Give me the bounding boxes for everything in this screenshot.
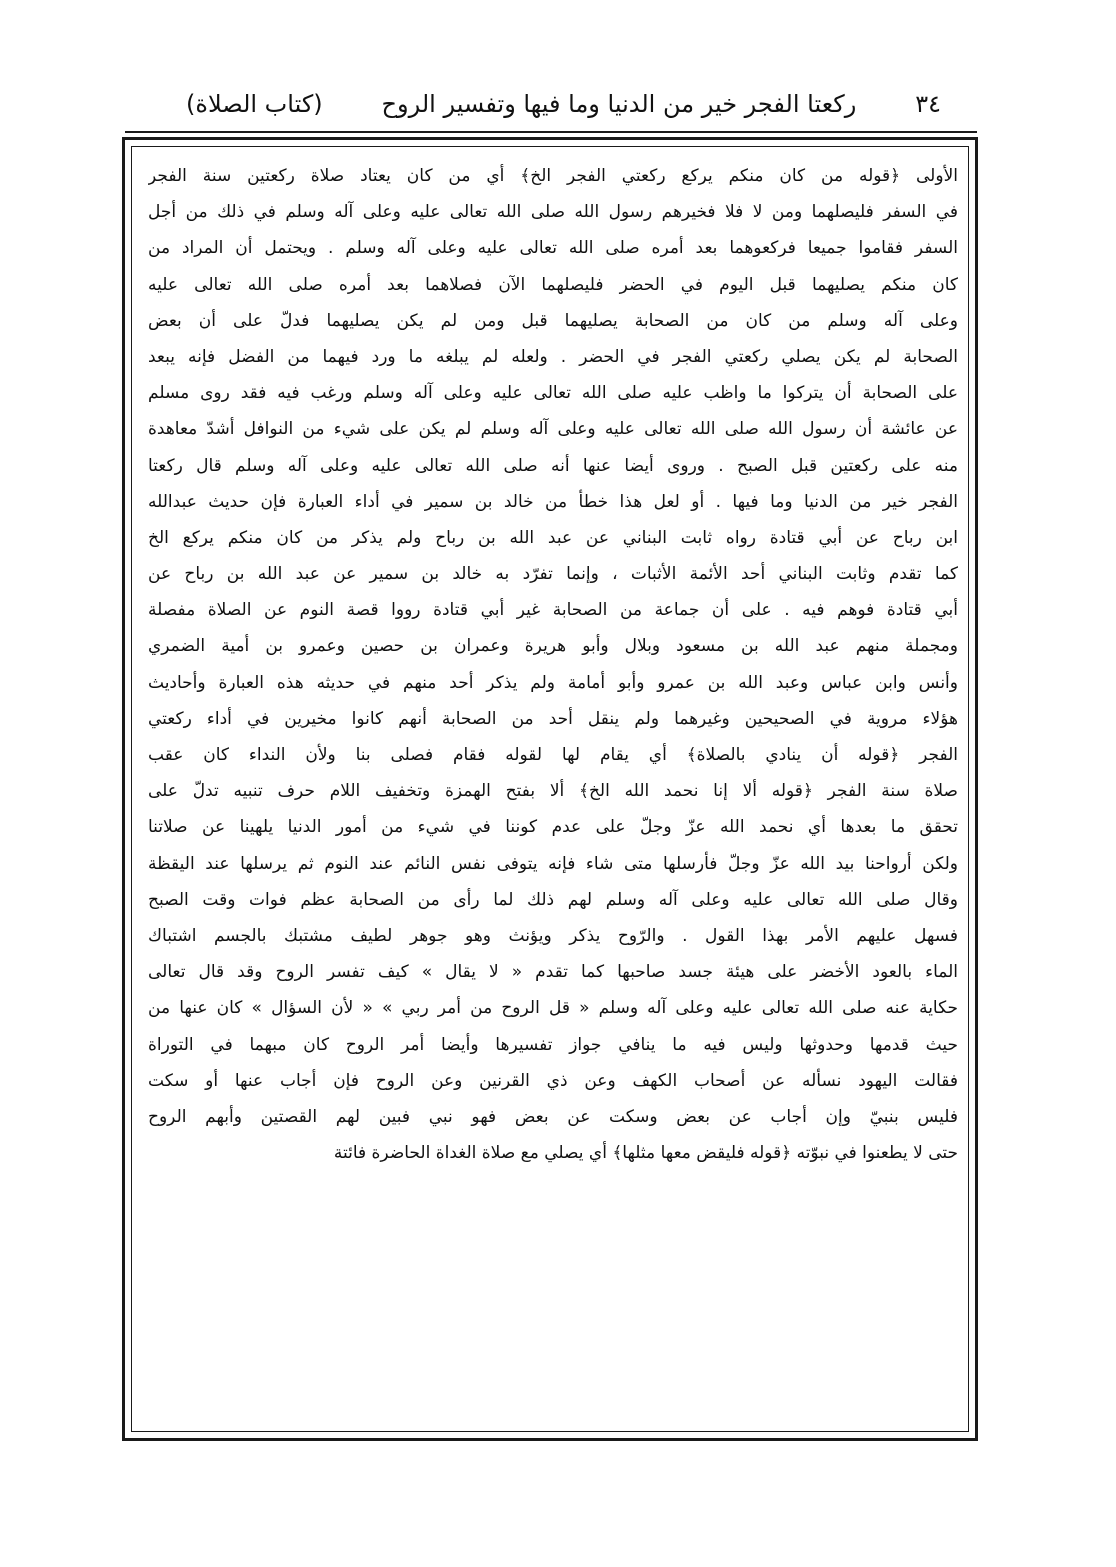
text-line: الفجر ﴿قوله أن ينادي بالصلاة﴾ أي يقام لها لقوله فقام فصلى بنا ولأن النداء كان عقب [148,745,958,765]
text-line: السفر فقاموا جميعا فركعوهما بعد أمره صلى الله تعالى عليه وعلى آله وسلم . ويحتمل أن المراد من [148,238,958,259]
running-title: ركعتا الفجر خير من الدنيا وما فيها وتفسير الروح [381,90,857,118]
text-line: وعلى آله وسلم من كان من الصحابة يصليهما قبل ومن لم يكن يصليهما فدلّ على أن بعض [148,310,958,331]
text-line: حيث قدمها وحدوثها وليس فيه ما ينافي جواز تفسيرها وأيضا أمر الروح كان مبهما في التوراة [148,1034,958,1055]
text-line: على الصحابة أن يتركوا ما واظب عليه صلى الله تعالى عليه وعلى آله وسلم ورغب فيه فقد روى مسلم [148,383,958,404]
text-line: ولكن أرواحنا بيد الله عزّ وجلّ فأرسلها متى شاء فإنه يتوفى نفس النائم عند النوم ثم يرسلها عند اليقظة [148,853,958,874]
text-line: كما تقدم وثابت البناني أحد الأئمة الأثبات ، وإنما تفرّد به خالد بن سمير عن عبد الله بن رباح عن [148,564,958,585]
text-line: حتى لا يطعنوا في نبوّته ﴿قوله فليقض معها مثلها﴾ أي يصلي مع صلاة الغداة الحاضرة فائتة [333,1143,958,1164]
text-line: عن عائشة أن رسول الله صلى الله تعالى عليه وعلى آله وسلم لم يكن على شيء من النوافل أشدّ معاهدة [148,419,958,440]
text-line: منه على ركعتين قبل الصبح . وروى أيضا عنها أنه صلى الله تعالى عليه وعلى آله وسلم قال ركعتا [148,455,958,476]
text-line: في السفر فليصلهما ومن لا فلا فخيرهم رسول الله صلى الله تعالى عليه وعلى آله وسلم في ذلك من أجل [148,202,958,223]
text-line: فقالت اليهود نسأله عن أصحاب الكهف وعن ذي القرنين وعن الروح فإن أجاب عنها أو سكت [148,1070,958,1091]
text-line: الصحابة لم يكن يصلي ركعتي الفجر في الحضر . ولعله لم يبلغه ما ورد فيهما من الفضل فإنه يبعد [148,346,958,367]
header-rule [125,131,977,133]
text-line: كان منكم يصليهما قبل اليوم في الحضر فليصلهما الآن فصلاهما بعد أمره صلى الله تعالى عليه [148,274,958,295]
text-line: الفجر خير من الدنيا وما فيها . أو لعل هذا خطأ من خالد بن سمير في أداء العبارة فإن حديث عبدالله [148,491,958,512]
book-title: (كتاب الصلاة) [186,90,323,118]
text-line: تحقق ما بعدها أي نحمد الله عزّ وجلّ على عدم كوننا في شيء من أمور الدنيا يلهينا عن صلاتنا [148,817,958,838]
text-line: هؤلاء مروية في الصحيحين وغيرهما ولم ينقل أحد من الصحابة أنهم كانوا مخيرين في أداء ركعتي [148,708,958,729]
page-number: ٣٤ [915,90,941,118]
text-line: حكاية عنه صلى الله تعالى عليه وعلى آله وسلم « قل الروح من أمر ربي » « لأن السؤال » كان عنها من [148,998,958,1019]
text-line: الأولى ﴿قوله من كان منكم يركع ركعتي الفجر الخ﴾ أي من كان يعتاد صلاة ركعتين سنة الفجر [148,166,958,186]
text-line: ابن رباح عن أبي قتادة رواه ثابت البناني عن عبد الله بن رباح ولم يذكر من كان منكم يركع الخ [148,527,958,548]
text-line: وأنس وابن عباس وعبد الله بن عمرو وأبو أمامة ولم يذكر أحد منهم في حديثه هذه العبارة وأحاديث [148,672,958,693]
text-line: الماء بالعود الأخضر على هيئة جسد صاحبها كما تقدم « لا يقال » كيف تفسر الروح وقد قال تعالى [148,962,958,983]
text-line: ومجملة منهم عبد الله بن مسعود وبلال وأبو هريرة وعمران بن حصين وعمرو بن أمية الضمري [148,636,958,657]
body-text [148,158,958,1428]
text-line: فليس بنبيّ وإن أجاب عن بعض وسكت عن بعض فهو نبي فبين لهم القصتين وأبهم الروح [148,1106,958,1127]
text-line: فسهل عليهم الأمر بهذا القول . والرّوح يذكر ويؤنث وهو جوهر لطيف مشتبك بالجسم اشتباك [148,925,958,946]
text-line: وقال صلى الله تعالى عليه وعلى آله وسلم لهم ذلك لما رأى من الصحابة عظم فوات وقت الصبح [148,889,958,910]
text-line: أبي قتادة فوهم فيه . على أن جماعة من الصحابة غير أبي قتادة رووا قصة النوم عن الصلاة مفصلة [148,600,958,621]
text-line: صلاة سنة الفجر ﴿قوله ألا إنا نحمد الله الخ﴾ ألا بفتح الهمزة وتخفيف اللام حرف تنبيه تدلّ على [148,781,958,802]
page-header [186,80,941,128]
